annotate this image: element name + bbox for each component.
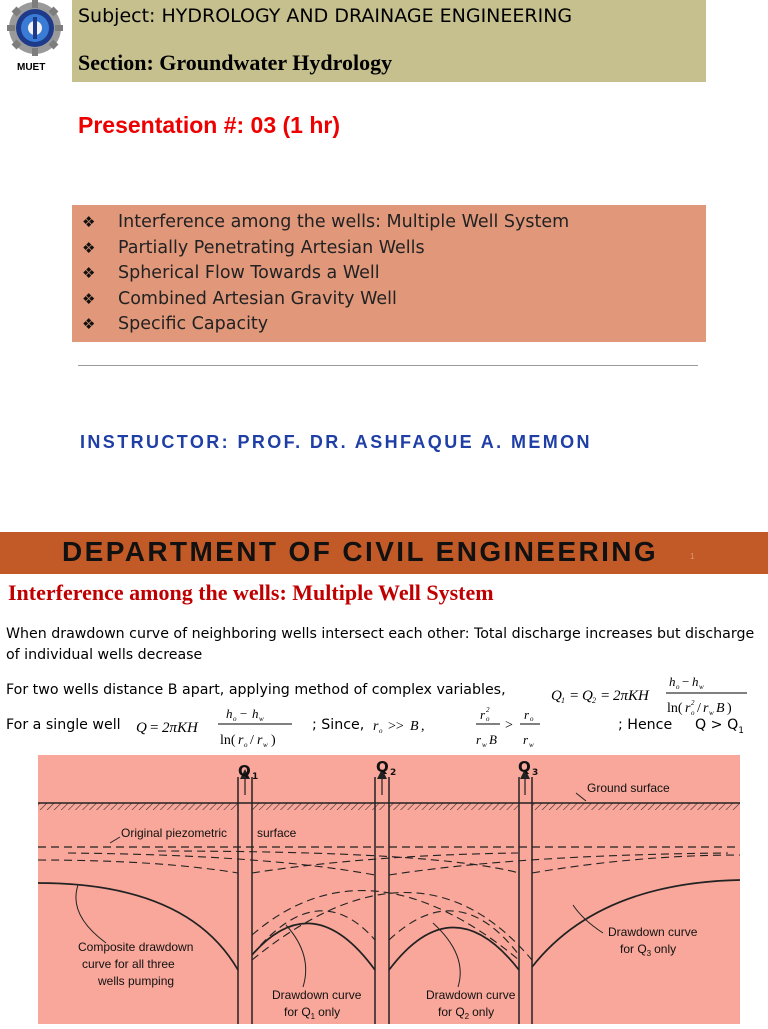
two-wells-text: For two wells distance B apart, applying method of complex variables, — [6, 682, 506, 698]
drawdown-dashed-arc — [252, 893, 532, 961]
drawdown-q3-for: for Q — [620, 942, 647, 956]
leader-line — [576, 793, 586, 801]
divider — [78, 365, 698, 366]
presentation-number: Presentation #: 03 (1 hr) — [78, 112, 341, 138]
topic-item — [82, 287, 706, 313]
drawdown-q1-sub: 1 — [310, 1012, 316, 1021]
drawdown-q1-label-line-1: Drawdown curve — [272, 988, 362, 1002]
topic-item — [82, 312, 706, 338]
since-condition — [370, 703, 450, 743]
svg-text:o: o — [676, 683, 680, 691]
svg-text:B: B — [489, 732, 497, 747]
svg-text:1: 1 — [561, 696, 565, 705]
single-well-text: For a single well — [6, 717, 121, 733]
well-1-subscript: 1 — [252, 772, 259, 782]
svg-text:=: = — [150, 720, 159, 736]
svg-text:h: h — [252, 706, 259, 721]
svg-text:o: o — [379, 727, 383, 735]
leader-line — [110, 837, 120, 843]
svg-text:w: w — [482, 741, 487, 749]
diamond-bullet-icon: ❖ — [82, 289, 96, 308]
topic-item — [82, 261, 706, 287]
drawdown-q1-dashed — [38, 860, 238, 873]
svg-text:): ) — [271, 733, 276, 748]
diamond-bullet-icon: ❖ — [82, 264, 96, 282]
svg-text:r: r — [373, 719, 379, 734]
topic-label: Spherical Flow Towards a Well — [118, 263, 380, 283]
svg-text:r: r — [238, 733, 244, 748]
svg-text:h: h — [669, 674, 676, 689]
svg-text:o: o — [244, 741, 248, 749]
ground-band — [38, 803, 238, 810]
composite-curve — [252, 923, 375, 970]
slide2-title: Interference among the wells: Multiple Well System — [8, 580, 494, 605]
topics-box — [72, 205, 706, 342]
drawdown-q2-label-line-2 — [438, 1005, 494, 1021]
ground-surface-label: Ground surface — [587, 781, 670, 795]
svg-text:Q: Q — [551, 688, 562, 704]
single-well-formula — [134, 702, 294, 752]
result-subscript: 1 — [738, 725, 744, 736]
svg-text:2: 2 — [691, 699, 695, 707]
diamond-bullet-icon: ❖ — [82, 315, 96, 333]
topic-label: Combined Artesian Gravity Well — [118, 288, 397, 309]
drawdown-q1-label-line-2 — [284, 1005, 340, 1021]
surface-label: surface — [257, 826, 297, 840]
composite-label-line-2: curve for all three — [82, 957, 175, 971]
intro-paragraph: When drawdown curve of neighboring wells intersect each other: Total discharge increases but discharge of individual wells decrease — [6, 626, 755, 663]
svg-text:2πKH: 2πKH — [162, 720, 198, 736]
svg-text:=: = — [570, 688, 579, 704]
composite-label-line-3: wells pumping — [98, 974, 175, 988]
svg-text:w: w — [699, 683, 704, 691]
svg-text:B: B — [410, 719, 419, 734]
svg-text:r: r — [703, 701, 709, 716]
hence-text: ; Hence — [618, 717, 673, 733]
well-3-label: Q — [518, 758, 531, 776]
svg-text:w: w — [259, 715, 264, 723]
ground-band — [252, 803, 385, 810]
topic-label: Interference among the wells: Multiple Well System — [118, 212, 570, 232]
drawdown-q2-label-line-1: Drawdown curve — [426, 988, 516, 1002]
well-2-subscript: 2 — [390, 768, 397, 778]
drawdown-q2-sub: 2 — [464, 1012, 470, 1021]
drawdown-q2-for: for Q — [438, 1005, 465, 1019]
svg-text:Q: Q — [582, 688, 593, 704]
well-1-label: Q — [238, 762, 251, 780]
composite-label-line-1: Composite drawdown — [78, 940, 194, 954]
svg-text:w: w — [529, 741, 534, 749]
ground-band — [389, 803, 519, 810]
svg-text:h: h — [226, 706, 233, 721]
drawdown-q3-only: only — [654, 942, 677, 956]
gear-emblem-icon — [0, 0, 70, 60]
logo-label: MUET — [17, 62, 46, 73]
leader-line — [76, 885, 106, 943]
section-title: Section: Groundwater Hydrology — [78, 50, 393, 75]
drawdown-diagram — [38, 755, 740, 1024]
topics-list — [72, 205, 706, 338]
drawdown-q3-sub: 3 — [646, 949, 652, 958]
svg-text:): ) — [727, 701, 732, 716]
svg-text:w: w — [709, 709, 714, 717]
multiple-well-figure — [38, 755, 740, 1024]
leader-line — [433, 923, 460, 987]
svg-text:w: w — [263, 741, 268, 749]
svg-text:o: o — [233, 715, 237, 723]
ratio-condition — [470, 700, 550, 752]
since-text: ; Since, — [312, 717, 365, 733]
diamond-bullet-icon: ❖ — [82, 238, 96, 257]
department-name: DEPARTMENT OF CIVIL ENGINEERING — [62, 536, 659, 567]
svg-text:o: o — [691, 709, 695, 717]
leader-line — [286, 925, 306, 987]
svg-text:/: / — [250, 733, 254, 748]
svg-text:ln(: ln( — [220, 733, 236, 748]
topic-item — [82, 236, 706, 262]
drawdown-q1-for: for Q — [284, 1005, 311, 1019]
leader-line — [573, 905, 603, 933]
result-text — [695, 717, 744, 736]
svg-text:ln(: ln( — [667, 701, 683, 716]
topic-label: Specific Capacity — [118, 314, 269, 334]
svg-text:>: > — [505, 718, 513, 733]
svg-text:Q: Q — [136, 720, 147, 736]
svg-text:2: 2 — [486, 706, 490, 714]
svg-text:B: B — [716, 701, 725, 716]
svg-text:o: o — [530, 715, 534, 723]
original-piezometric-label: Original piezometric — [121, 826, 228, 840]
well-2-label: Q — [376, 758, 389, 776]
svg-text:r: r — [524, 707, 530, 722]
svg-text:−: − — [240, 706, 248, 721]
svg-text:=: = — [601, 688, 610, 704]
svg-text:r: r — [476, 732, 482, 747]
svg-text:r: r — [523, 732, 529, 747]
well-3-subscript: 3 — [532, 768, 539, 778]
svg-text:/: / — [697, 701, 701, 716]
svg-text:r: r — [480, 707, 486, 722]
result-expression: Q > Q — [695, 717, 739, 733]
ground-band — [532, 803, 740, 810]
drawdown-q3-label-line-1: Drawdown curve — [608, 925, 698, 939]
svg-text:,: , — [421, 719, 425, 734]
subject-title: Subject: HYDROLOGY AND DRAINAGE ENGINEERING — [78, 5, 573, 27]
two-wells-formula — [549, 672, 749, 718]
drawdown-q3-label-line-2 — [620, 942, 676, 958]
diamond-bullet-icon: ❖ — [82, 213, 96, 231]
drawdown-q2-only: only — [472, 1005, 495, 1019]
svg-text:h: h — [692, 674, 699, 689]
svg-text:o: o — [486, 715, 490, 723]
svg-text:−: − — [682, 674, 690, 689]
drawdown-q2-dashed — [68, 853, 375, 875]
svg-text:>>: >> — [388, 719, 404, 734]
svg-text:2: 2 — [592, 696, 596, 705]
topic-label: Partially Penetrating Artesian Wells — [118, 237, 425, 258]
svg-text:2πKH: 2πKH — [613, 688, 649, 704]
slide-number: 1 — [690, 552, 695, 561]
svg-text:r: r — [685, 701, 691, 716]
topic-item — [82, 210, 706, 236]
svg-text:r: r — [257, 733, 263, 748]
instructor-name: INSTRUCTOR: PROF. DR. ASHFAQUE A. MEMON — [80, 432, 592, 452]
drawdown-q1-only: only — [318, 1005, 341, 1019]
